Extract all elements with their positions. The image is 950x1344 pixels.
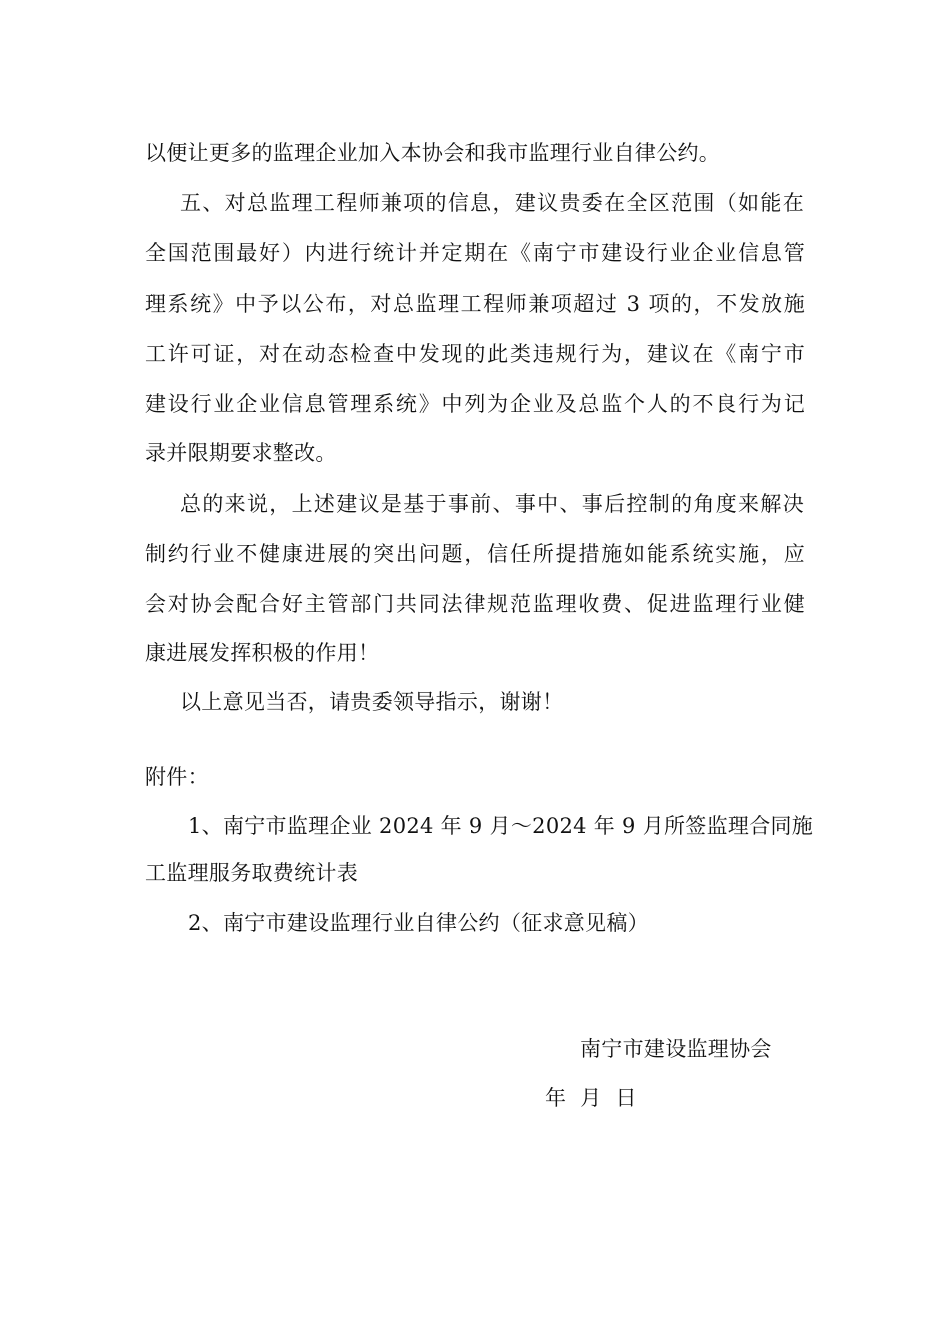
- paragraph-summary-line-4: 康进展发挥积极的作用！: [145, 641, 380, 665]
- paragraph-five-line-5: 建设行业企业信息管理系统》中列为企业及总监个人的不良行为记: [145, 392, 805, 416]
- attachment-item-2-line-1: 2、南宁市建设监理行业自律公约（征求意见稿）: [188, 911, 649, 935]
- paragraph-summary-line-2: 制约行业不健康进展的突出问题，信任所提措施如能系统实施，应: [145, 542, 805, 566]
- paragraph-five-line-1: 五、对总监理工程师兼项的信息，建议贵委在全区范围（如能在: [180, 191, 804, 215]
- attachment-item-1-line-2: 工监理服务取费统计表: [145, 861, 358, 885]
- paragraph-closing-line-1: 以上意见当否，请贵委领导指示，谢谢！: [180, 690, 564, 714]
- attachment-item-1-line-1: 1、南宁市监理企业 2024 年 9 月～2024 年 9 月所签监理合同施: [188, 814, 814, 838]
- paragraph-intro-line-1: 以便让更多的监理企业加入本协会和我市监理行业自律公约。: [145, 141, 721, 165]
- paragraph-five-line-3: 理系统》中予以公布，对总监理工程师兼项超过 3 项的，不发放施: [145, 292, 805, 316]
- signature-date: 年 月 日: [545, 1086, 637, 1110]
- signature-organization: 南宁市建设监理协会: [580, 1037, 772, 1061]
- paragraph-summary-line-1: 总的来说，上述建议是基于事前、事中、事后控制的角度来解决: [180, 492, 804, 516]
- paragraph-summary-line-3: 会对协会配合好主管部门共同法律规范监理收费、促进监理行业健: [145, 592, 805, 616]
- paragraph-five-line-4: 工许可证，对在动态检查中发现的此类违规行为，建议在《南宁市: [145, 342, 805, 366]
- paragraph-five-line-2: 全国范围最好）内进行统计并定期在《南宁市建设行业企业信息管: [145, 241, 805, 265]
- paragraph-five-line-6: 录并限期要求整改。: [145, 441, 337, 465]
- attachments-heading: 附件：: [145, 765, 209, 789]
